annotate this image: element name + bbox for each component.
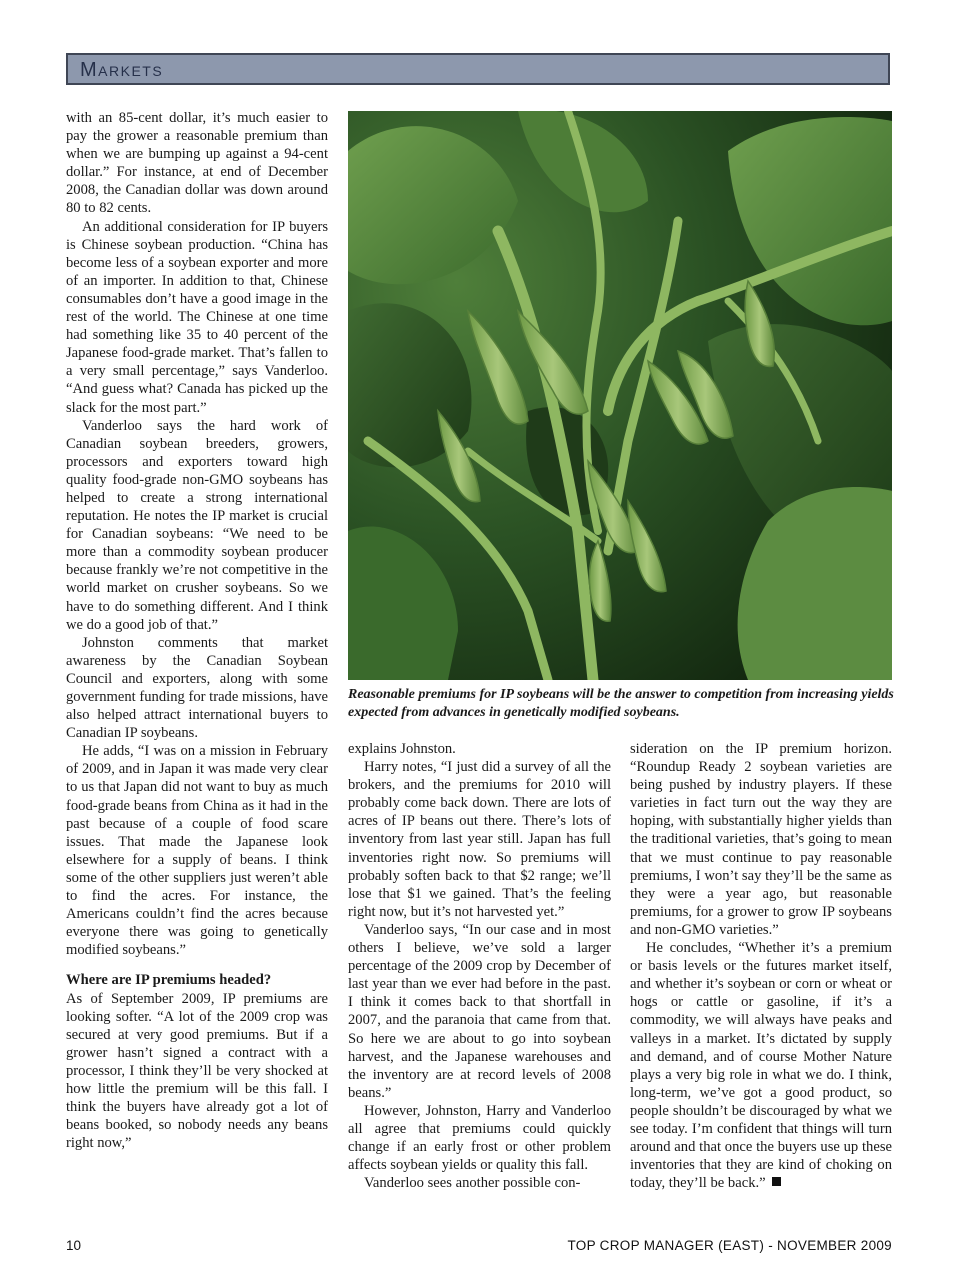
paragraph: with an 85-cent dollar, it’s much easier to pay the grower a reasonable premium than when we are bumping up against a 94-cent dollar.” For instance, at end of December 2008, the Canadian dollar was down around 80 to 82 cents. xyxy=(66,110,328,217)
article-column-1 xyxy=(66,109,328,1152)
paragraph: However, Johnston, Harry and Vanderloo all agree that premiums could quickly change if an early frost or other problem affects soybean yields or quality this fall. xyxy=(348,1102,611,1174)
paragraph-final xyxy=(630,939,892,1192)
page-number: 10 xyxy=(66,1238,82,1253)
end-of-article-mark xyxy=(772,1177,781,1186)
photo-caption: Reasonable premiums for IP soybeans will be the answer to competition from increasing yields expected from advances in genetically modified soybeans. xyxy=(348,687,894,720)
section-title: Markets xyxy=(80,59,164,81)
paragraph: Harry notes, “I just did a survey of all the brokers, and the premiums for 2010 will probably come back down. There are lots of acres of IP beans out there. There’s lots of inventory from last year still. Japan has full inventories right now. So premiums will probably soften back to that $2 range; we’ll lose that $1 we gained. That’s the feeling right now, but it’s not harvested yet.” xyxy=(348,759,611,920)
paragraph: Vanderloo says the hard work of Canadian soybean breeders, growers, processors and exporters toward high quality food-grade non-GMO soybeans has helped to create a strong international reputation. He notes the IP market is crucial for Canadian soybeans: “We need to be more than a commodity soybean producer because frankly we’re not competitive in the world market on crusher soybeans. So we have to do something different. And I think we do a good job of that.” xyxy=(66,417,328,633)
paragraph: Vanderloo says, “In our case and in most others I believe, we’ve sold a larger percentage of the 2009 crop by December of last year than we ever had before in the past. I think it comes back to that shortfall in 2007, and the paranoia that came from that. So here we are about to go into soybean harvest, and the Japanese warehouses and the inventory are at record levels of 2008 beans.” xyxy=(348,921,611,1101)
soybean-plant-illustration xyxy=(348,111,892,680)
magazine-footer: TOP CROP MANAGER (EAST) - NOVEMBER 2009 xyxy=(567,1238,892,1253)
paragraph: explains Johnston. xyxy=(348,741,456,757)
section-header-bar xyxy=(66,53,890,85)
paragraph: He adds, “I was on a mission in February of 2009, and in Japan it was made very clear to us that Japan did not want to buy as much food-grade beans from China as it had in the past because of a couple of food scare issues. That made the Japanese look elsewhere for a supply of beans. I think some of the other suppliers just weren’t able to find the acres. For instance, the Americans couldn’t find the acres because everyone there was going to genetically modified soybeans.” xyxy=(66,743,328,959)
subheading: Where are IP premiums headed? xyxy=(66,972,272,989)
article-column-3 xyxy=(630,740,892,1192)
paragraph-final-text: He concludes, “Whether it’s a premium or basis levels or the futures market itself, and whether it’s soybean or corn or wheat or hogs or cattle or gasoline, if it’s a commodity, we will always have peaks and valleys in a market. It’s dictated by supply and demand, and of course Mother Nature plays a very big role in what we do. I think, long-term, we’ve got a good product, so people shouldn’t be discouraged by what we see today. I’m confident that things will turn around and that once the buyers use up these inventories that they are kind of choking on today, they’ll be back.” xyxy=(630,940,892,1192)
paragraph: An additional consideration for IP buyers is Chinese soybean production. “China has become less of a soybean exporter and more of an importer. In addition to that, Chinese consumables don’t have a good image in the rest of the world. The Chinese at one time had something like 35 to 40 percent of the Japanese food-grade market. That’s fallen to a very small percentage,” says Vanderloo. “And guess what? Canada has picked up the slack for the most part.” xyxy=(66,218,328,416)
paragraph: As of September 2009, IP premiums are looking softer. “A lot of the 2009 crop was secured at very good premiums. But if a grower hasn’t signed a contract with a processor, I think they’ll be very shocked at how little the premium will be this fall. I think the buyers have already got a lot of beans booked, so nobody needs any beans right now,” xyxy=(66,990,328,1152)
paragraph: sideration on the IP premium horizon. “Roundup Ready 2 soybean varieties are being pushed by industry players. If these varieties in fact turn out the way they are hoping, with substantially higher yields than the traditional varieties, that’s going to mean that we must continue to pay reasonable premiums, I won’t say they’ll be the same as they were a year ago, but reasonable premiums, for a grower to grow IP soybeans and non-GMO varieties.” xyxy=(630,741,892,938)
article-column-2 xyxy=(348,740,611,1192)
paragraph: Johnston comments that market awareness by the Canadian Soybean Council and exporters, along with some government funding for trade missions, have also helped attract international buyers to Canadian IP soybeans. xyxy=(66,634,328,742)
soybean-plant-photo xyxy=(348,111,892,680)
paragraph: Vanderloo sees another possible con- xyxy=(364,1175,581,1192)
